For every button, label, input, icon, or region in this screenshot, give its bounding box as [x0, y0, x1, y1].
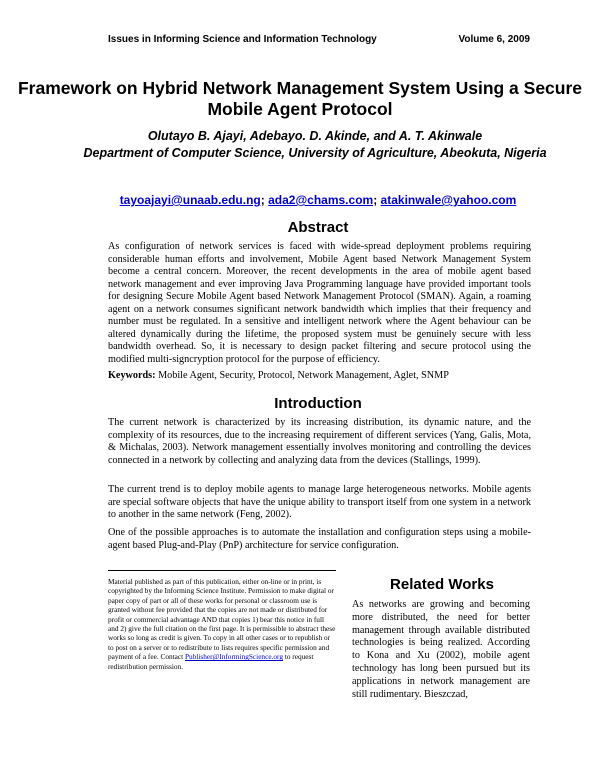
- publisher-email-link[interactable]: Publisher@InformingScience.org: [185, 652, 283, 662]
- paper-affiliation: Department of Computer Science, University of Agriculture, Abeokuta, Nigeria: [83, 146, 547, 160]
- email-link[interactable]: atakinwale@yahoo.com: [380, 193, 517, 207]
- email-separator: ;: [260, 193, 265, 207]
- copyright-text-end: to request redistribution permission.: [108, 652, 314, 671]
- keywords-label: Keywords:: [108, 370, 156, 381]
- intro-paragraph: One of the possible approaches is to automate the installation and configuration steps using a mobile-agent based Plug-and-Play (PnP) architecture for service configuration.: [108, 527, 531, 551]
- email-separator: ;: [373, 193, 378, 207]
- keywords-list: Mobile Agent, Security, Protocol, Network Management, Aglet, SNMP: [158, 370, 449, 381]
- abstract-text: As configuration of network services is faced with wide-spread deployment problems requiring considerable human efforts and involvement, Mobile Agent based Network Management System become a central concern. Moreover, the recent developments in the area of mobile agent based network management and ever improving Java Programming language have provided important tools for designing Secure Mobile Agent based Network Management Protocol (SMAN). Again, a roaming agent on a network consumes significant network bandwidth which implies that their frequency and number must be regulated. In a sensitive and intelligent network where the Agent behaviour can be altered dynamically during the lifetime, the proposed system must be genuinely secure with less bandwidth overhead. So, it is necessary to design packet filtering and secure protocol using the modified multi-signcryption protocol for the purpose of efficiency.: [108, 241, 531, 365]
- copyright-text: Material published as part of this publication, either on-line or in print, is copyrighted by the Informing Science Institute. Permission to make digital or paper copy of part or all of these works for personal or classroom use is granted without fee provided that the copies are not made or distributed for profit or commercial advantage AND that copies 1) bear this notice in full and 2) give the full citation on the first page. It is permissible to abstract these works so long as credit is given. To copy in all other cases or to republish or to post on a server or to redistribute to lists requires specific permission and payment of a fee. Contact: [108, 577, 336, 662]
- author-emails: [0, 193, 600, 207]
- related-works-text: As networks are growing and becoming more distributed, the need for better management through available distributed technologies is being realized. According to Kona and Xu (2002), mobile agent technology has long been pursued but its applications in network management are still rudimentary. Bieszczad,: [352, 599, 530, 700]
- paper-title: Framework on Hybrid Network Management System Using a Secure Mobile Agent Protocol: [17, 78, 583, 119]
- abstract-heading: Abstract: [287, 219, 349, 236]
- introduction-heading: Introduction: [274, 395, 362, 412]
- copyright-notice: [108, 570, 336, 685]
- volume-label: Volume 6, 2009: [458, 34, 530, 45]
- intro-paragraph: The current network is characterized by its increasing distribution, its dynamic nature, and the complexity of its resources, due to the increasing requirement of different services (Yang, Galis, Mota, & Michalas, 2003). Network management essentially involves monitoring and controlling the devices connected in a network by collecting and analyzing data from the devices (Stallings, 1999).: [108, 417, 531, 466]
- paper-authors: Olutayo B. Ajayi, Adebayo. D. Akinde, and A. T. Akinwale: [147, 129, 483, 143]
- intro-paragraph: The current trend is to deploy mobile agents to manage large heterogeneous networks. Mobile agents are special software objects that have the unique ability to transport itself from one system in a network to another in the same network (Feng, 2002).: [108, 484, 531, 520]
- keywords: [108, 370, 531, 383]
- related-works-heading: Related Works: [390, 576, 494, 593]
- journal-name: Issues in Informing Science and Information Technology: [108, 34, 377, 45]
- email-link[interactable]: tayoajayi@unaab.edu.ng: [119, 193, 261, 207]
- email-link[interactable]: ada2@chams.com: [268, 193, 374, 207]
